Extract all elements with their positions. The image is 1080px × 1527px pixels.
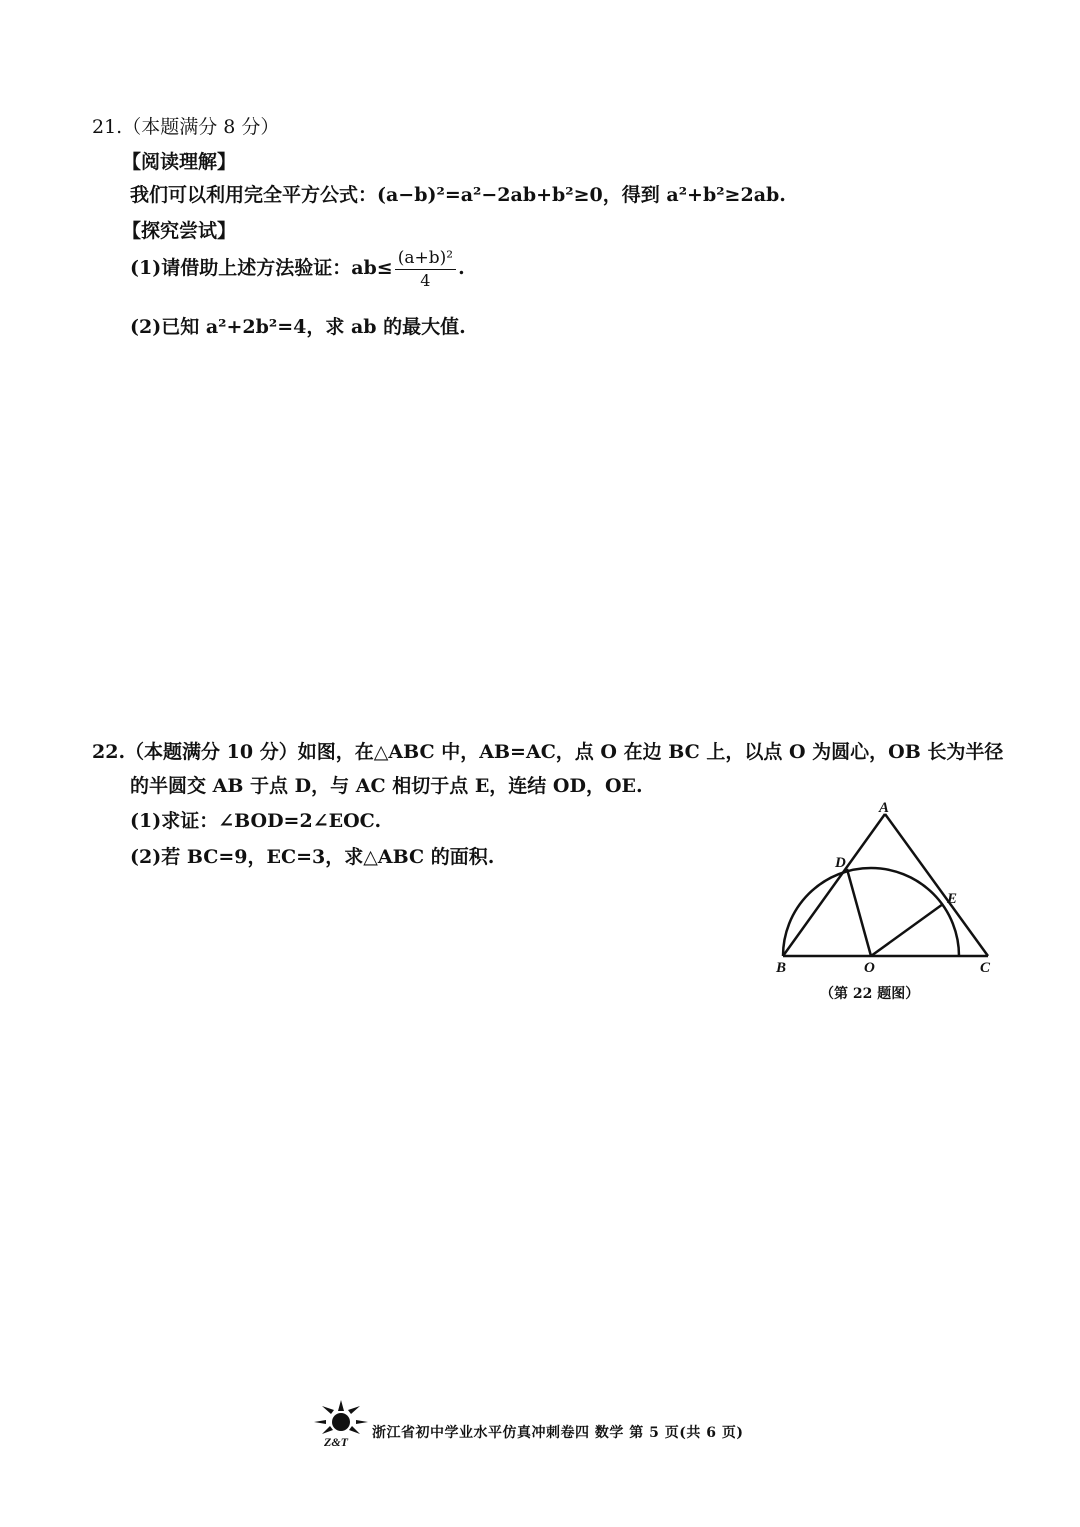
q22-header-line1: 22.（本题满分 10 分）如图，在△ABC 中，AB=AC，点 O 在边 BC 上，以点 O 为圆心，OB 长为半径 [92,741,1004,763]
label-E: E [947,891,958,907]
publisher-logo [310,1400,372,1450]
page-footer: 浙江省初中学业水平仿真冲刺卷四 数学 第 5 页(共 6 页) [372,1425,744,1441]
q21-reading-text: 我们可以利用完全平方公式：(a−b)²=a²−2ab+b²≥0，得到 a²+b²≥2ab. [130,184,786,206]
logo-text: Z&T [324,1435,348,1449]
label-C: C [980,960,991,976]
q22-figure-caption: （第 22 题图） [820,986,920,1002]
label-D: D [835,855,846,871]
segment-AB [783,814,885,956]
q21-fraction-denominator: 4 [420,271,431,290]
q21-part1-prefix: (1)请借助上述方法验证：ab≤ [130,257,393,279]
label-B: B [776,960,787,976]
q21-part1 [130,248,465,290]
q21-explore-title: 【探究尝试】 [122,220,237,242]
q21-part1-fraction [395,248,456,290]
q22-part1: (1)求证：∠BOD=2∠EOC. [130,810,382,832]
q21-part1-suffix: . [458,257,465,279]
segment-OD [847,869,871,956]
label-O: O [864,960,875,976]
q21-part2: (2)已知 a²+2b²=4，求 ab 的最大值. [130,316,466,338]
label-A: A [879,800,890,816]
q22-part2: (2)若 BC=9，EC=3，求△ABC 的面积. [130,846,495,868]
q22-figure [770,800,1010,985]
q22-header-line2: 的半圆交 AB 于点 D，与 AC 相切于点 E，连结 OD，OE. [130,775,643,797]
q21-reading-title: 【阅读理解】 [122,151,237,173]
q21-header: 21.（本题满分 8 分） [92,116,280,138]
segment-OE [871,904,943,956]
q21-fraction-numerator: (a+b)² [395,248,456,270]
